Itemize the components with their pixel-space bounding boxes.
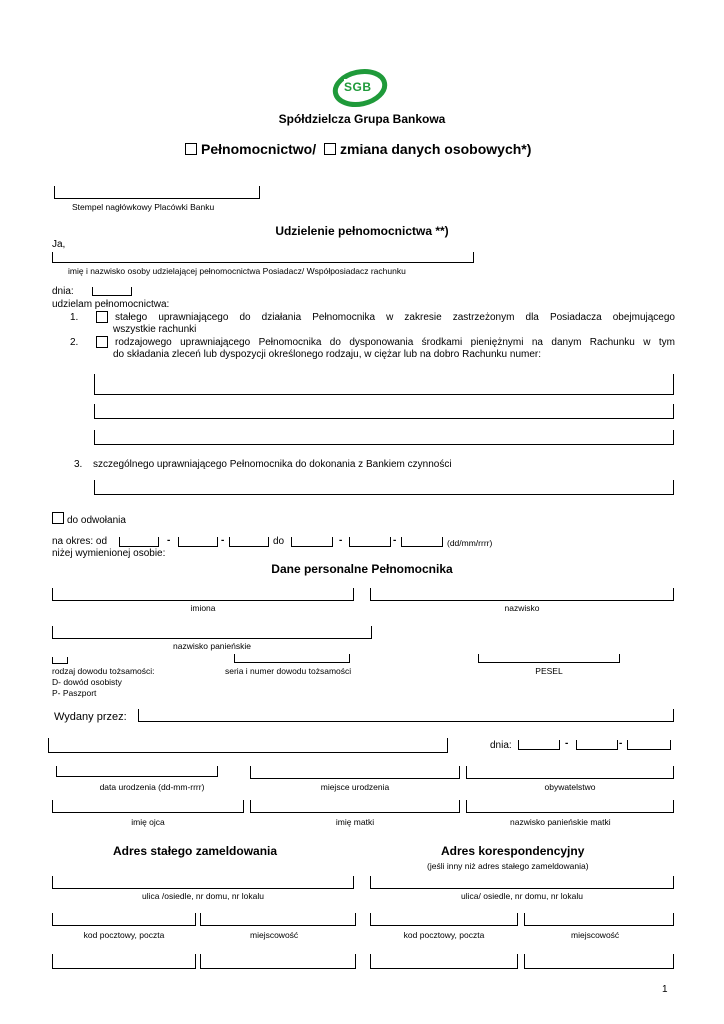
miejscowosc-left-label: miejscowość: [250, 930, 299, 940]
kod-pocztowy-left-field[interactable]: [52, 913, 196, 926]
nizej-label: niżej wymienionej osobie:: [52, 548, 166, 559]
stamp-label: Stempel nagłówkowy Placówki Banku: [72, 202, 215, 212]
ulica-right-field[interactable]: [370, 876, 674, 889]
item3-field[interactable]: [94, 480, 674, 495]
nazwisko-panienskie-matki-field[interactable]: [466, 800, 674, 813]
checkbox-zmiana-danych[interactable]: [324, 143, 336, 155]
issue-dash-2: -: [619, 738, 623, 749]
imie-matki-field[interactable]: [250, 800, 460, 813]
dnia-field[interactable]: [92, 287, 132, 296]
issue-month-field[interactable]: [576, 740, 618, 750]
data-urodzenia-label: data urodzenia (dd-mm-rrrr): [99, 782, 205, 792]
udzielam-label: udzielam pełnomocnictwa:: [52, 299, 170, 310]
page-title: Pełnomocnictwo/ zmiana danych osobowych*): [185, 141, 531, 157]
ulica-right-label: ulica/ osiedle, nr domu, nr lokalu: [461, 891, 583, 901]
pesel-field[interactable]: [478, 654, 620, 663]
section-heading-dane-personalne: Dane personalne Pełnomocnika: [271, 562, 453, 576]
miejsce-urodzenia-label: miejsce urodzenia: [320, 782, 390, 792]
grantor-caption: imię i nazwisko osoby udzielającej pełnomocnictwa Posiadacz/ Współposiadacz rachunku: [68, 266, 406, 276]
ja-label: Ja,: [52, 239, 66, 250]
item3-text: szczególnego uprawniającego Pełnomocnika do dokonania z Bankiem czynności: [93, 459, 452, 470]
rodzaj-dowodu-label: rodzaj dowodu tożsamości:: [52, 666, 155, 676]
imie-ojca-field[interactable]: [52, 800, 244, 813]
nazwisko-label: nazwisko: [504, 603, 540, 613]
dnia-label: dnia:: [52, 286, 74, 297]
na-okres-label: na okres: od: [52, 536, 108, 547]
ulica-left-label: ulica /osiedle, nr domu, nr lokalu: [142, 891, 264, 901]
item2-text-cont: do składania zleceń lub dyspozycji określonego rodzaju, w ciężar lub na dobro Rachunku numer:: [113, 349, 542, 360]
nazwisko-panienskie-field[interactable]: [52, 626, 372, 639]
item2-number: 2.: [70, 337, 79, 348]
wydany-przez-field[interactable]: [138, 709, 674, 722]
issue-dash-1: -: [565, 738, 569, 749]
obywatelstwo-label: obywatelstwo: [544, 782, 596, 792]
from-day-field[interactable]: [119, 537, 159, 547]
dash-3: -: [339, 535, 343, 546]
to-year-field[interactable]: [401, 537, 443, 547]
from-year-field[interactable]: [229, 537, 269, 547]
item1-checkbox[interactable]: [96, 311, 108, 323]
miejscowosc-left-field[interactable]: [200, 913, 356, 926]
kod-pocztowy-right-field[interactable]: [370, 913, 518, 926]
kod-pocztowy-right-label: kod pocztowy, poczta: [403, 930, 485, 940]
imiona-label: imiona: [190, 603, 216, 613]
dowod-osobisty-option: D- dowód osobisty: [52, 677, 122, 687]
account-number-field-1[interactable]: [94, 374, 674, 395]
item1-text-cont: wszystkie rachunki: [113, 324, 197, 335]
miejsce-urodzenia-field[interactable]: [250, 766, 460, 779]
extra-left-field-1[interactable]: [52, 954, 196, 969]
paszport-option: P- Paszport: [52, 688, 97, 698]
issue-dnia-label: dnia:: [490, 740, 512, 751]
obywatelstwo-field[interactable]: [466, 766, 674, 779]
imiona-field[interactable]: [52, 588, 354, 601]
miejscowosc-right-field[interactable]: [524, 913, 674, 926]
heading-adres-korespondencyjny: Adres korespondencyjny: [441, 844, 585, 858]
ulica-left-field[interactable]: [52, 876, 354, 889]
rodzaj-dowodu-field[interactable]: [52, 657, 68, 664]
do-odwolania-row: do odwołania: [52, 512, 126, 526]
subheading-adres-korespondencyjny: (jeśli inny niż adres stałego zameldowania): [427, 861, 589, 871]
dash-4: -: [393, 535, 397, 546]
imie-ojca-label: imię ojca: [131, 817, 165, 827]
wydany-przez-label: Wydany przez:: [54, 711, 127, 723]
item2-text: rodzajowego uprawniającego Pełnomocnika do dysponowania środkami pieniężnymi na danym Rachunku w tym: [115, 337, 675, 348]
section-heading-udzielenie: Udzielenie pełnomocnictwa **): [275, 224, 449, 238]
item3-number: 3.: [74, 459, 83, 470]
extra-left-field-2[interactable]: [200, 954, 356, 969]
logo-text: SGB: [344, 80, 372, 94]
wydany-przez-field-2[interactable]: [48, 738, 448, 753]
kod-pocztowy-left-label: kod pocztowy, poczta: [83, 930, 165, 940]
do-label: do: [273, 536, 285, 547]
data-urodzenia-field[interactable]: [56, 766, 218, 777]
extra-right-field-1[interactable]: [370, 954, 518, 969]
do-odwolania-checkbox[interactable]: [52, 512, 64, 524]
extra-right-field-2[interactable]: [524, 954, 674, 969]
dash-2: -: [221, 535, 225, 546]
nazwisko-field[interactable]: [370, 588, 674, 601]
seria-numer-field[interactable]: [234, 654, 350, 663]
to-month-field[interactable]: [349, 537, 391, 547]
checkbox-pelnomocnictwo[interactable]: [185, 143, 197, 155]
miejscowosc-right-label: miejscowość: [571, 930, 620, 940]
from-month-field[interactable]: [178, 537, 218, 547]
item1-text: stałego uprawniającego do działania Pełnomocnika w zakresie zastrzeżonym dla Posiadacza obejmującego: [115, 312, 675, 323]
imie-matki-label: imię matki: [335, 817, 375, 827]
issue-year-field[interactable]: [627, 740, 671, 750]
nazwisko-panienskie-label: nazwisko panieńskie: [173, 641, 251, 651]
heading-adres-stalego: Adres stałego zameldowania: [113, 844, 278, 858]
sgb-logo: [332, 68, 388, 108]
seria-numer-label: seria i numer dowodu tożsamości: [225, 666, 352, 676]
account-number-field-3[interactable]: [94, 430, 674, 445]
item2-checkbox[interactable]: [96, 336, 108, 348]
to-day-field[interactable]: [291, 537, 333, 547]
issue-day-field[interactable]: [518, 740, 560, 750]
stamp-box[interactable]: [54, 186, 260, 199]
item1-number: 1.: [70, 312, 79, 323]
org-name: Spółdzielcza Grupa Bankowa: [278, 112, 446, 126]
date-format-hint: (dd/mm/rrrr): [447, 538, 493, 548]
page-number: 1: [662, 984, 668, 995]
account-number-field-2[interactable]: [94, 404, 674, 419]
pesel-label: PESEL: [535, 666, 563, 676]
dash-1: -: [167, 535, 171, 546]
grantor-name-field[interactable]: [52, 252, 474, 263]
nazwisko-panienskie-matki-label: nazwisko panieńskie matki: [510, 817, 611, 827]
